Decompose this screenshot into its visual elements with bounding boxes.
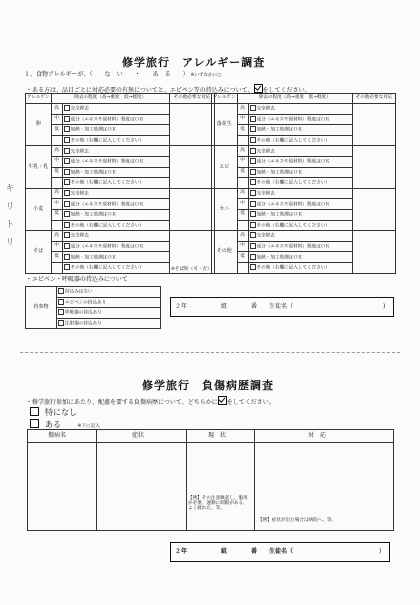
checkbox[interactable] <box>64 243 70 249</box>
checkbox[interactable] <box>250 158 256 164</box>
option-label: その他（右欄に記入してください） <box>256 265 331 271</box>
level-low: 低 <box>51 209 62 220</box>
grade-label: ２年 <box>175 548 188 555</box>
other-response-cell[interactable] <box>170 104 215 146</box>
option-row[interactable] <box>62 209 170 220</box>
checkbox[interactable] <box>250 190 256 196</box>
option-label: その他（右欄に記入してください） <box>256 138 331 144</box>
option-label: 完全除去 <box>256 106 275 112</box>
status-cell[interactable] <box>187 443 253 529</box>
injury-instruction-tail: をしてください。 <box>226 399 275 406</box>
option-row[interactable] <box>62 178 170 189</box>
option-yes-note: ※下に記入 <box>77 424 100 429</box>
other-response-cell[interactable] <box>353 231 396 273</box>
option-label: その他（右欄に記入してください） <box>70 180 145 186</box>
option-row[interactable] <box>62 156 170 167</box>
injury-name-cell[interactable] <box>29 443 95 529</box>
allergy-title: 修学旅行 アレルギー調査 <box>122 56 266 69</box>
option-row[interactable] <box>62 252 170 263</box>
carry-option[interactable] <box>57 297 161 308</box>
level-high: 高 <box>237 231 248 242</box>
option-label: 成分（エキスや原材料）程度はＯＫ <box>256 244 330 250</box>
level-blank <box>51 262 62 273</box>
option-label: その他（右欄に記入してください） <box>70 223 145 229</box>
carry-label: 持参物 <box>26 287 57 329</box>
epipen-heading: ・エピペン・呼吸器の持込みについて <box>26 276 128 283</box>
header-injury-name: 傷病名 <box>48 432 67 439</box>
food-crab: カニ <box>212 188 238 230</box>
checkbox[interactable] <box>250 126 256 132</box>
option-row[interactable] <box>62 104 170 115</box>
level-low: 低 <box>237 125 248 136</box>
checkbox[interactable] <box>64 201 70 207</box>
checkbox[interactable] <box>250 211 256 217</box>
margin-char: キ <box>5 184 15 194</box>
option-row[interactable] <box>62 220 170 231</box>
name-label: 生徒名（ <box>269 303 294 310</box>
checkbox[interactable] <box>250 254 256 260</box>
checkbox[interactable] <box>64 179 70 185</box>
check-mark-icon <box>218 396 227 405</box>
option-label: 完全除去 <box>70 191 89 197</box>
option-row[interactable] <box>248 146 353 157</box>
checkbox[interactable] <box>64 190 70 196</box>
carry-option-label: エピペンの持込あり <box>65 300 107 306</box>
option-row[interactable] <box>62 241 170 252</box>
carry-items-table <box>25 286 161 329</box>
level-low: 低 <box>51 167 62 178</box>
option-row[interactable] <box>248 209 353 220</box>
cut-line <box>20 352 400 353</box>
level-high: 高 <box>51 146 62 157</box>
carry-option-label: 持込みはない <box>65 289 93 295</box>
checkbox[interactable] <box>64 126 70 132</box>
food-peanut: 落花生 <box>212 104 238 146</box>
option-label: 加熱・加工処理はＯＫ <box>256 255 303 261</box>
level-blank <box>237 262 248 273</box>
margin-cut-label <box>5 180 15 252</box>
option-none-label: 特になし <box>45 408 77 417</box>
carry-option[interactable] <box>57 308 161 319</box>
margin-char: リ <box>5 238 15 248</box>
level-high: 高 <box>237 188 248 199</box>
checkbox[interactable] <box>250 179 256 185</box>
level-high: 高 <box>51 188 62 199</box>
option-label: 成分（エキスや原材料）程度はＯＫ <box>70 202 144 208</box>
injury-title: 修学旅行 負傷病歴調査 <box>142 379 274 392</box>
option-label: 完全除去 <box>70 233 89 239</box>
class-label: 組 <box>221 303 228 310</box>
header-response: 対 応 <box>308 432 327 439</box>
allergy-question-text: １、食物アレルギーが、（ な い ・ あ る ） <box>24 71 189 78</box>
checkbox[interactable] <box>64 264 70 270</box>
other-response-cell[interactable] <box>353 188 396 230</box>
level-mid: 中 <box>237 114 248 125</box>
option-row[interactable] <box>248 231 353 242</box>
option-row[interactable] <box>248 156 353 167</box>
carry-option[interactable] <box>57 287 161 298</box>
option-label: 加熱・加工処理はＯＫ <box>70 170 117 176</box>
response-cell[interactable] <box>255 443 392 529</box>
option-label: 成分（エキスや原材料）程度はＯＫ <box>70 244 144 250</box>
checkbox[interactable] <box>250 201 256 207</box>
option-row[interactable] <box>248 241 353 252</box>
level-low: 低 <box>237 252 248 263</box>
option-row[interactable] <box>248 167 353 178</box>
option-row[interactable] <box>248 188 353 199</box>
option-none[interactable] <box>30 407 77 418</box>
level-blank <box>237 135 248 146</box>
injury-instruction <box>26 396 275 407</box>
allergy-instruction-tail: をしてください。 <box>262 87 311 94</box>
header-symptom: 症状 <box>132 432 145 439</box>
header-kind: 除去の程度（高→重度 低→軽度） <box>237 94 353 104</box>
number-label: 番 <box>251 303 258 310</box>
option-label: その他（右欄に記入してください） <box>70 138 145 144</box>
option-row[interactable] <box>62 125 170 136</box>
checkbox[interactable] <box>64 148 70 154</box>
checkbox[interactable] <box>64 254 70 260</box>
option-row[interactable] <box>248 104 353 115</box>
level-mid: 中 <box>51 114 62 125</box>
option-row[interactable] <box>248 220 353 231</box>
checkbox[interactable] <box>64 105 70 111</box>
carry-option-label: 呼吸器の持込あり <box>65 310 102 316</box>
header-allergen: アレルゲン <box>212 94 238 104</box>
checkbox[interactable] <box>58 299 64 305</box>
checkbox[interactable] <box>58 288 64 294</box>
option-row[interactable] <box>62 146 170 157</box>
option-row[interactable] <box>248 135 353 146</box>
level-mid: 中 <box>237 156 248 167</box>
level-high: 高 <box>237 146 248 157</box>
number-label: 番 <box>251 548 258 555</box>
option-label: その他（右欄に記入してください） <box>70 265 145 271</box>
level-blank <box>237 220 248 231</box>
option-row[interactable] <box>248 262 353 273</box>
allergy-instruction-text: ・ある方は、品目ごとに対応必要の有無についてと、エピペン等の持込みについて、 <box>26 87 254 94</box>
option-label: 完全除去 <box>256 233 275 239</box>
option-label: 成分（エキスや原材料）程度はＯＫ <box>70 117 144 123</box>
checkbox[interactable] <box>250 116 256 122</box>
checkbox[interactable] <box>250 169 256 175</box>
level-low: 低 <box>51 252 62 263</box>
header-other: その他必要な対応 <box>353 94 396 104</box>
option-label: 加熱・加工処理はＯＫ <box>256 127 303 133</box>
level-mid: 中 <box>51 156 62 167</box>
other-response-cell[interactable] <box>170 188 215 230</box>
level-high: 高 <box>51 104 62 115</box>
checkbox[interactable] <box>64 137 70 143</box>
checkbox[interactable] <box>250 232 256 238</box>
option-label: 完全除去 <box>70 149 89 155</box>
name-label: 生徒名（ <box>269 548 294 555</box>
food-shrimp: エビ <box>212 146 238 188</box>
check-mark-icon <box>254 84 263 93</box>
option-row[interactable] <box>248 252 353 263</box>
option-row[interactable] <box>62 114 170 125</box>
option-label: 成分（エキスや原材料）程度はＯＫ <box>256 202 330 208</box>
level-low: 低 <box>237 209 248 220</box>
checkbox[interactable] <box>30 419 39 428</box>
checkbox[interactable] <box>250 243 256 249</box>
checkbox[interactable] <box>250 264 256 270</box>
allergy-table-right <box>211 93 396 274</box>
food-egg: 卵 <box>26 104 52 146</box>
option-label: 加熱・加工処理はＯＫ <box>70 212 117 218</box>
level-mid: 中 <box>51 241 62 252</box>
checkbox[interactable] <box>64 232 70 238</box>
level-low: 低 <box>237 167 248 178</box>
level-high: 高 <box>51 231 62 242</box>
other-response-cell[interactable] <box>353 104 396 146</box>
level-blank <box>51 135 62 146</box>
other-response-cell[interactable] <box>170 146 215 188</box>
option-label: 成分（エキスや原材料）程度はＯＫ <box>70 159 144 165</box>
option-row[interactable] <box>248 178 353 189</box>
option-label: その他（右欄に記入してください） <box>256 223 331 229</box>
option-row[interactable] <box>248 199 353 210</box>
carry-option-label: 注射器の持込あり <box>65 321 102 327</box>
checkbox[interactable] <box>30 407 39 416</box>
checkbox[interactable] <box>64 211 70 217</box>
food-wheat: 小麦 <box>26 188 52 230</box>
name-close-paren: ) <box>383 303 386 310</box>
level-low: 低 <box>51 125 62 136</box>
other-response-cell[interactable] <box>353 146 396 188</box>
checkbox[interactable] <box>250 222 256 228</box>
injury-instruction-text: ・修学旅行参加にあたり、配慮を要する負傷病歴について、どちらかに <box>26 399 218 406</box>
status-example: 【例】その注意喚起し、服用が必要、運動に制限がある、よく疲れた。等。 <box>188 496 248 512</box>
name-close-paren: ) <box>379 548 382 555</box>
margin-char: リ <box>5 202 15 212</box>
option-yes-label: ある <box>45 420 61 429</box>
checkbox[interactable] <box>58 320 64 326</box>
header-other: その他必要な対応 <box>170 94 215 104</box>
checkbox[interactable] <box>64 169 70 175</box>
header-kind: 除去の程度（高→重度 低→軽度） <box>51 94 170 104</box>
option-row[interactable] <box>248 114 353 125</box>
allergy-question <box>24 72 221 79</box>
other-response-cell[interactable] <box>170 231 215 273</box>
margin-char: ト <box>5 220 15 230</box>
checkbox[interactable] <box>250 148 256 154</box>
level-high: 高 <box>237 104 248 115</box>
option-label: 成分（エキスや原材料）程度はＯＫ <box>256 117 330 123</box>
checkbox[interactable] <box>58 309 64 315</box>
option-row[interactable] <box>248 125 353 136</box>
carry-option[interactable] <box>57 318 161 329</box>
option-row[interactable] <box>62 262 170 273</box>
option-label: 完全除去 <box>256 191 275 197</box>
checkbox[interactable] <box>250 105 256 111</box>
checkbox[interactable] <box>250 137 256 143</box>
food-milk: 牛乳・乳 <box>26 146 52 188</box>
option-label: 完全除去 <box>256 149 275 155</box>
option-row[interactable] <box>62 231 170 242</box>
soba-flour-note: ※そば粉（可・否） <box>171 266 212 272</box>
option-label: 加熱・加工処理はＯＫ <box>70 127 117 133</box>
class-label: 組 <box>221 548 228 555</box>
option-label: 成分（エキスや原材料）程度はＯＫ <box>256 159 330 165</box>
option-label: 加熱・加工処理はＯＫ <box>256 212 303 218</box>
food-soba: そば <box>26 231 52 273</box>
checkbox[interactable] <box>64 116 70 122</box>
option-label: 加熱・加工処理はＯＫ <box>70 255 117 261</box>
symptom-cell[interactable] <box>97 443 185 529</box>
level-blank <box>237 178 248 189</box>
option-label: 加熱・加工処理はＯＫ <box>256 170 303 176</box>
injury-table <box>27 429 394 531</box>
option-row[interactable] <box>62 167 170 178</box>
option-row[interactable] <box>62 135 170 146</box>
option-label: その他（右欄に記入してください） <box>256 180 331 186</box>
option-row[interactable] <box>62 199 170 210</box>
checkbox[interactable] <box>64 222 70 228</box>
level-mid: 中 <box>237 199 248 210</box>
option-label: 完全除去 <box>70 106 89 112</box>
allergy-question-note: ※いずれかに○ <box>190 73 222 78</box>
level-mid: 中 <box>51 199 62 210</box>
food-other: その他 <box>212 231 238 273</box>
header-current-status: 現 状 <box>208 432 227 439</box>
student-name-box-2[interactable] <box>170 542 390 562</box>
allergy-table-left <box>25 93 215 274</box>
checkbox[interactable] <box>64 158 70 164</box>
grade-label: ２年 <box>175 303 188 310</box>
level-blank <box>51 220 62 231</box>
level-mid: 中 <box>237 241 248 252</box>
level-blank <box>51 178 62 189</box>
student-name-box[interactable] <box>170 297 394 317</box>
response-example: 【例】症状が出た場合は病院へ。等。 <box>258 518 337 523</box>
header-allergen: アレルゲン <box>26 94 52 104</box>
option-row[interactable] <box>62 188 170 199</box>
